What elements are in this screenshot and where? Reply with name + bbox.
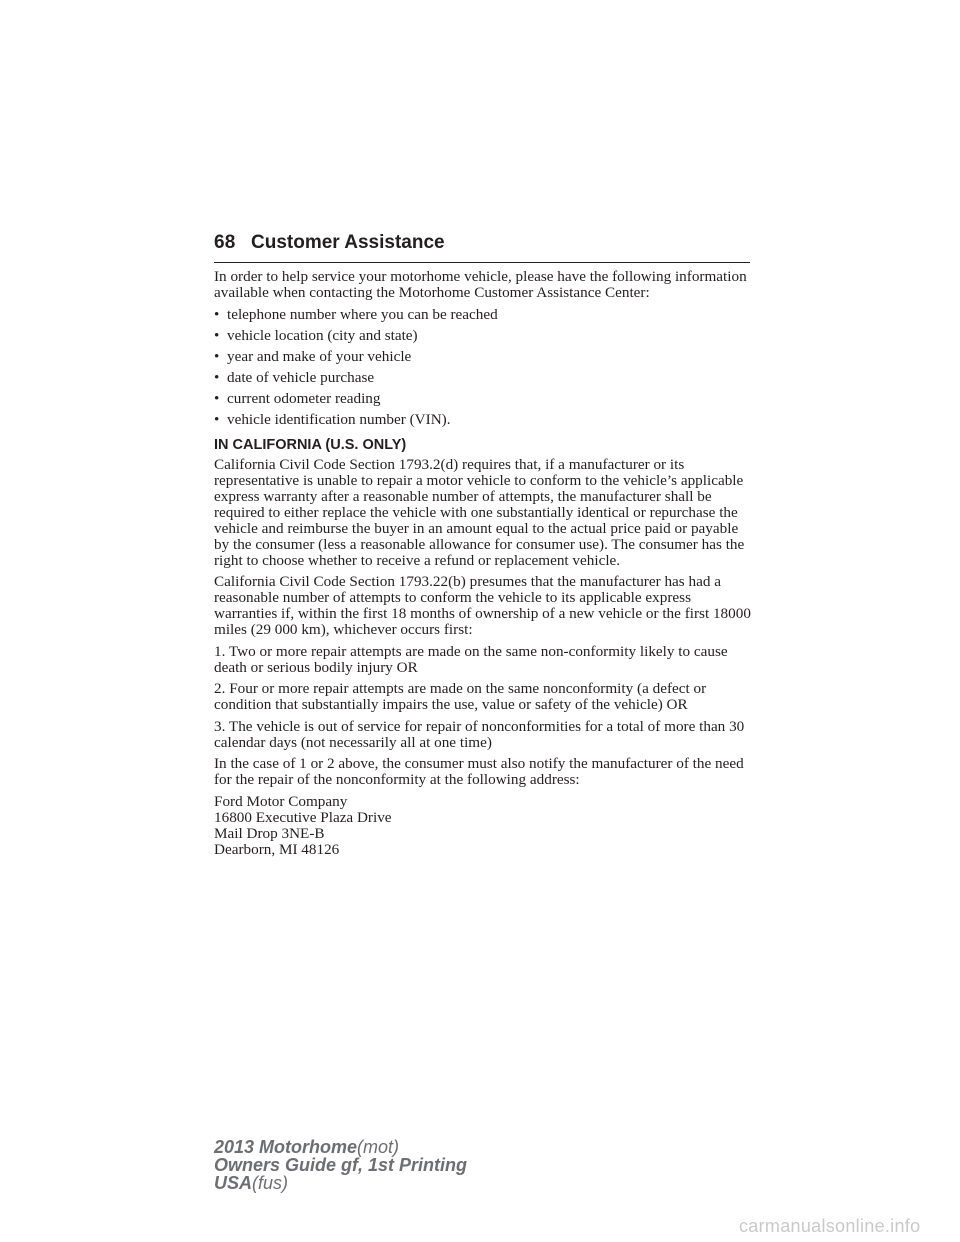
body-text [214, 269, 754, 863]
notify-paragraph: In the case of 1 or 2 above, the consumer must also notify the manufacturer of the need for the repair of the nonconformity at the following address: [214, 755, 744, 788]
condition-2: 2. Four or more repair attempts are made on the same nonconformity (a defect or condition that substantially impairs the use, value or safety of the vehicle) OR [214, 680, 707, 713]
mailing-address [214, 794, 754, 858]
info-bullet-list [214, 307, 754, 428]
print-footer [214, 1138, 467, 1192]
footer-line-1 [214, 1138, 467, 1156]
list-item: • year and make of your vehicle [214, 349, 754, 365]
footer-line-2 [214, 1156, 467, 1174]
intro-paragraph: In order to help service your motorhome vehicle, please have the following information available when contacting the Motorhome Customer Assistance Center: [214, 268, 747, 301]
list-item: • telephone number where you can be reached [214, 307, 754, 323]
footer-line-3 [214, 1174, 467, 1192]
list-item: • vehicle location (city and state) [214, 328, 754, 344]
address-line: 16800 Executive Plaza Drive [214, 808, 392, 826]
footer-market-code: (fus) [252, 1173, 289, 1193]
address-line: Dearborn, MI 48126 [214, 840, 340, 858]
paragraph-civil-code-1793-22b: California Civil Code Section 1793.22(b) presumes that the manufacturer has had a reasonable number of attempts to conform the vehicle to its applicable express warranties if, within the first 18 months of ownership of a new vehicle or the first 18000 miles (29 000 km), whichever occurs first: [214, 573, 751, 638]
list-item: • vehicle identification number (VIN). [214, 412, 754, 428]
list-item: • current odometer reading [214, 391, 754, 407]
page-header [214, 228, 750, 263]
footer-guide: Owners Guide gf, 1st Printing [214, 1155, 468, 1175]
address-line: Mail Drop 3NE-B [214, 824, 325, 842]
watermark: carmanualsonline.info [739, 1216, 921, 1236]
condition-1: 1. Two or more repair attempts are made on the same non-conformity likely to cause death or serious bodily injury OR [214, 642, 728, 676]
footer-market: USA [214, 1173, 253, 1193]
condition-3: 3. The vehicle is out of service for repair of nonconformities for a total of more than 30 calendar days (not necessarily all at one time) [214, 717, 745, 751]
footer-model-code: (mot) [357, 1137, 400, 1157]
page-number: 68 [214, 232, 236, 253]
paragraph-civil-code-1793-2d: California Civil Code Section 1793.2(d) requires that, if a manufacturer or its representative is unable to repair a motor vehicle to conform to the vehicle’s applicable express warranty after a reasonable number of attempts, the manufacturer shall be required to either replace the vehicle with one substantially identical or repurchase the vehicle and reimburse the buyer in an amount equal to the actual price paid or payable by the consumer (less a reasonable allowance for consumer use). The consumer has the right to choose whether to receive a refund or replacement vehicle. [214, 455, 745, 569]
footer-model: 2013 Motorhome [214, 1137, 358, 1157]
california-heading: IN CALIFORNIA (U.S. ONLY) [214, 436, 407, 453]
list-item: • date of vehicle purchase [214, 370, 754, 386]
section-title: Customer Assistance [251, 232, 445, 253]
address-line: Ford Motor Company [214, 792, 348, 810]
